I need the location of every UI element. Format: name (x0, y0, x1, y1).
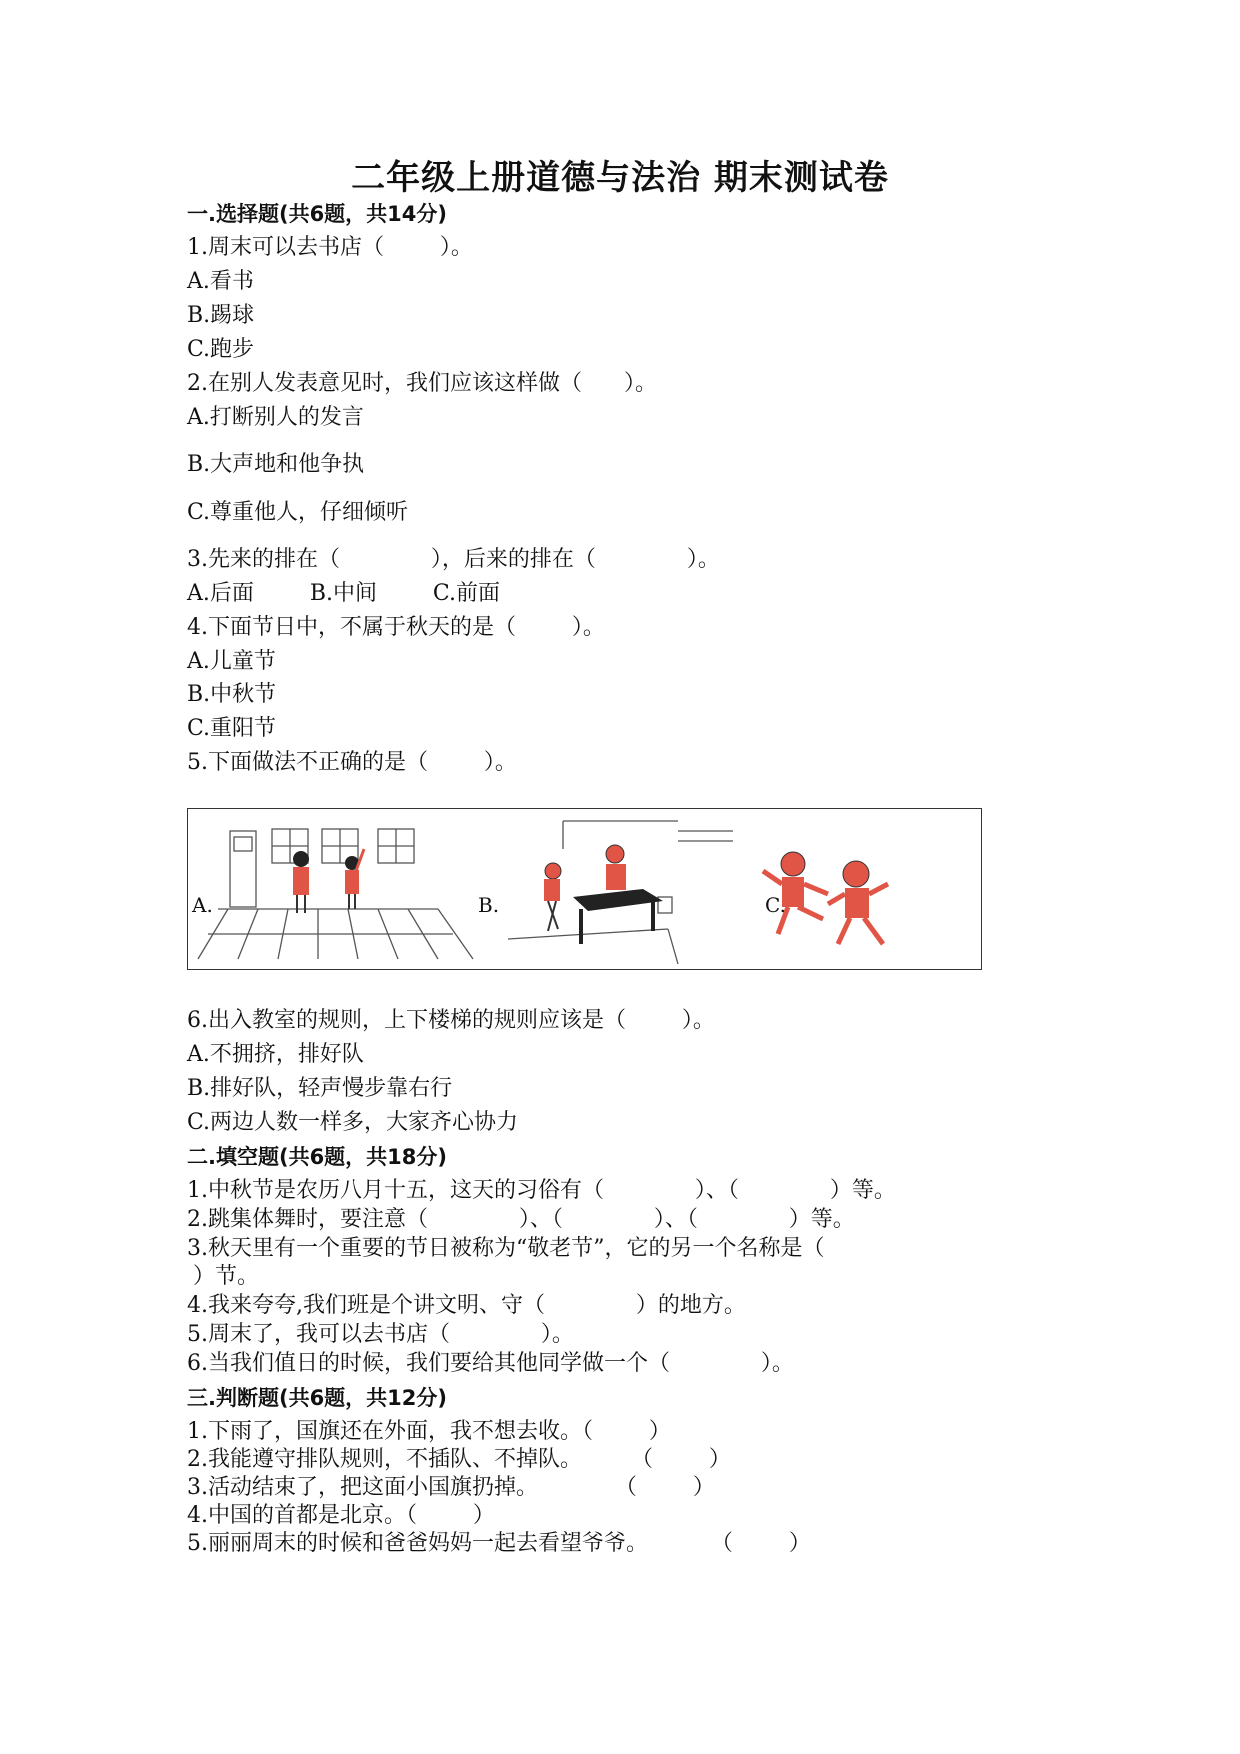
question-text: 4.下面节日中，不属于秋天的是（ ）。 (187, 615, 605, 640)
question-text-continued: ）节。 (193, 1264, 260, 1289)
question-text: 3.活动结束了，把这面小国旗扔掉。 （ ） (187, 1475, 715, 1500)
question-text: 5.下面做法不正确的是（ ）。 (187, 750, 517, 775)
option-text: B.中秋节 (187, 682, 277, 707)
question-text: 1.下雨了，国旗还在外面，我不想去收。（ ） (187, 1419, 671, 1444)
figure-illustration (188, 809, 983, 971)
option-text: A.打断别人的发言 (187, 405, 364, 430)
option-text: B.大声地和他争执 (187, 452, 365, 477)
question-text: 6.出入教室的规则，上下楼梯的规则应该是（ ）。 (187, 1008, 715, 1033)
section-heading-choice: 一.选择题(共6题，共14分) (187, 202, 448, 226)
option-text: A.不拥挤，排好队 (187, 1042, 364, 1067)
option-text: B.排好队，轻声慢步靠右行 (187, 1076, 453, 1101)
scene-b-desk-and-children (544, 845, 663, 944)
option-text: B.踢球 (187, 303, 255, 328)
page-title: 二年级上册道德与法治 期末测试卷 (351, 158, 889, 198)
question-text: 5.周末了，我可以去书店（ ）。 (187, 1322, 574, 1347)
figure-label-a: A. (192, 893, 213, 917)
question-text: 2.在别人发表意见时，我们应该这样做（ ）。 (187, 371, 657, 396)
question-5-figure (187, 808, 982, 970)
question-text: 3.先来的排在（ ），后来的排在（ ）。 (187, 547, 720, 572)
question-text: 1.中秋节是农历八月十五，这天的习俗有（ ）、（ ）等。 (187, 1178, 896, 1203)
option-text: C.尊重他人，仔细倾听 (187, 500, 409, 525)
figure-label-b: B. (478, 893, 500, 917)
question-text: 1.周末可以去书店（ ）。 (187, 235, 473, 260)
section-heading-fill-blank: 二.填空题(共6题，共18分) (187, 1145, 448, 1169)
question-text: 2.我能遵守排队规则，不插队、不掉队。 （ ） (187, 1447, 731, 1472)
figure-label-c: C. (765, 893, 786, 917)
option-text: C.跑步 (187, 337, 255, 362)
question-text: 3.秋天里有一个重要的节日被称为“敬老节”，它的另一个名称是（ (187, 1236, 825, 1261)
option-text: A.后面 B.中间 C.前面 (187, 581, 500, 606)
option-text: A.儿童节 (187, 649, 276, 674)
question-text: 2.跳集体舞时，要注意（ ）、（ ）、（ ）等。 (187, 1207, 855, 1232)
question-text: 6.当我们值日的时候，我们要给其他同学做一个（ ）。 (187, 1351, 794, 1376)
scene-a-children (293, 849, 364, 913)
option-text: C.重阳节 (187, 716, 277, 741)
question-text: 4.中国的首都是北京。（ ） (187, 1503, 495, 1528)
section-heading-true-false: 三.判断题(共6题，共12分) (187, 1386, 448, 1410)
scene-a-window-cleaning (198, 829, 473, 959)
question-text: 4.我来夸夸,我们班是个讲文明、守（ ）的地方。 (187, 1293, 746, 1318)
option-text: C.两边人数一样多，大家齐心协力 (187, 1110, 519, 1135)
option-text: A.看书 (187, 269, 254, 294)
question-text: 5.丽丽周末的时候和爸爸妈妈一起去看望爷爷。 （ ） (187, 1531, 811, 1556)
